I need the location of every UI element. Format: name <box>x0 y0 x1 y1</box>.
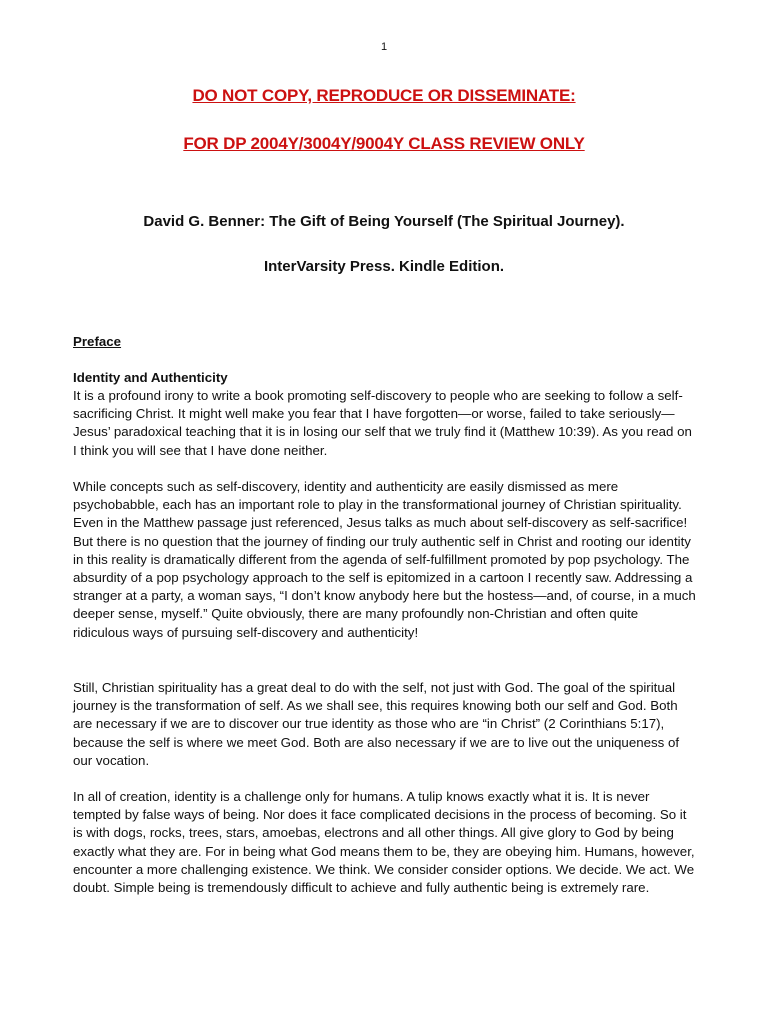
copy-warning-line-2: FOR DP 2004Y/3004Y/9004Y CLASS REVIEW ONLY <box>183 134 585 153</box>
copy-warning-line-1: DO NOT COPY, REPRODUCE OR DISSEMINATE: <box>192 86 576 105</box>
paragraph: While concepts such as self-discovery, identity and authenticity are easily dismissed as mere psychobabble, each has an important role to play in the transformational journey of Christian spirituality. Even in the Matthew passage just referenced, Jesus talks as much about self-discovery as self-sacrifice! But there is no question that the journey of finding our truly authentic self in Christ and rooting our identity in this reality is dramatically different from the agenda of self-fulfillment promoted by pop psychology. The absurdity of a pop psychology approach to the self is epitomized in a cartoon I recently saw. Addressing a stranger at a party, a woman says, “I don’t know anybody here but the hostess—and, of course, in a much deeper sense, myself.” Quite obviously, there are many profoundly non-Christian and often quite ridiculous ways of pursuing self-discovery and authenticity! <box>73 479 696 640</box>
paragraph: Still, Christian spirituality has a great deal to do with the self, not just with God. The goal of the spiritual journey is the transformation of self. As we shall see, this requires knowing both our self and God. Both are necessary if we are to discover our true identity as those who are “in Christ” (2 Corinthians 5:17), because the self is where we meet God. Both are also necessary if we are to live out the uniqueness of our vocation. <box>73 680 680 768</box>
paragraph: In all of creation, identity is a challenge only for humans. A tulip knows exactly what it is. It is never tempted by false ways of being. Nor does it face complicated decisions in the process of becoming. So it is with dogs, rocks, trees, stars, amoebas, electrons and all other things. All give glory to God by being exactly what they are. For in being what God means them to be, they are obeying him. Humans, however, encounter a more challenging existence. We think. We consider consider options. We decide. We act. We doubt. Simple being is tremendously difficult to achieve and fully authentic being is extremely rare. <box>73 789 695 896</box>
page-number: 1 <box>380 41 388 53</box>
section-heading: Identity and Authenticity <box>73 370 228 385</box>
preface-heading: Preface <box>73 334 122 349</box>
citation-publisher: InterVarsity Press. Kindle Edition. <box>263 258 505 275</box>
citation-author-title: David G. Benner: The Gift of Being Yourself (The Spiritual Journey). <box>143 213 625 230</box>
paragraph: It is a profound irony to write a book promoting self-discovery to people who are seeking to follow a self-sacrificing Christ. It might well make you fear that I have forgotten—or worse, failed to take seriously—Jesus’ paradoxical teaching that it is in losing our self that we truly find it (Matthew 10:39). As you read on I think you will see that I have done neither. <box>73 388 692 458</box>
